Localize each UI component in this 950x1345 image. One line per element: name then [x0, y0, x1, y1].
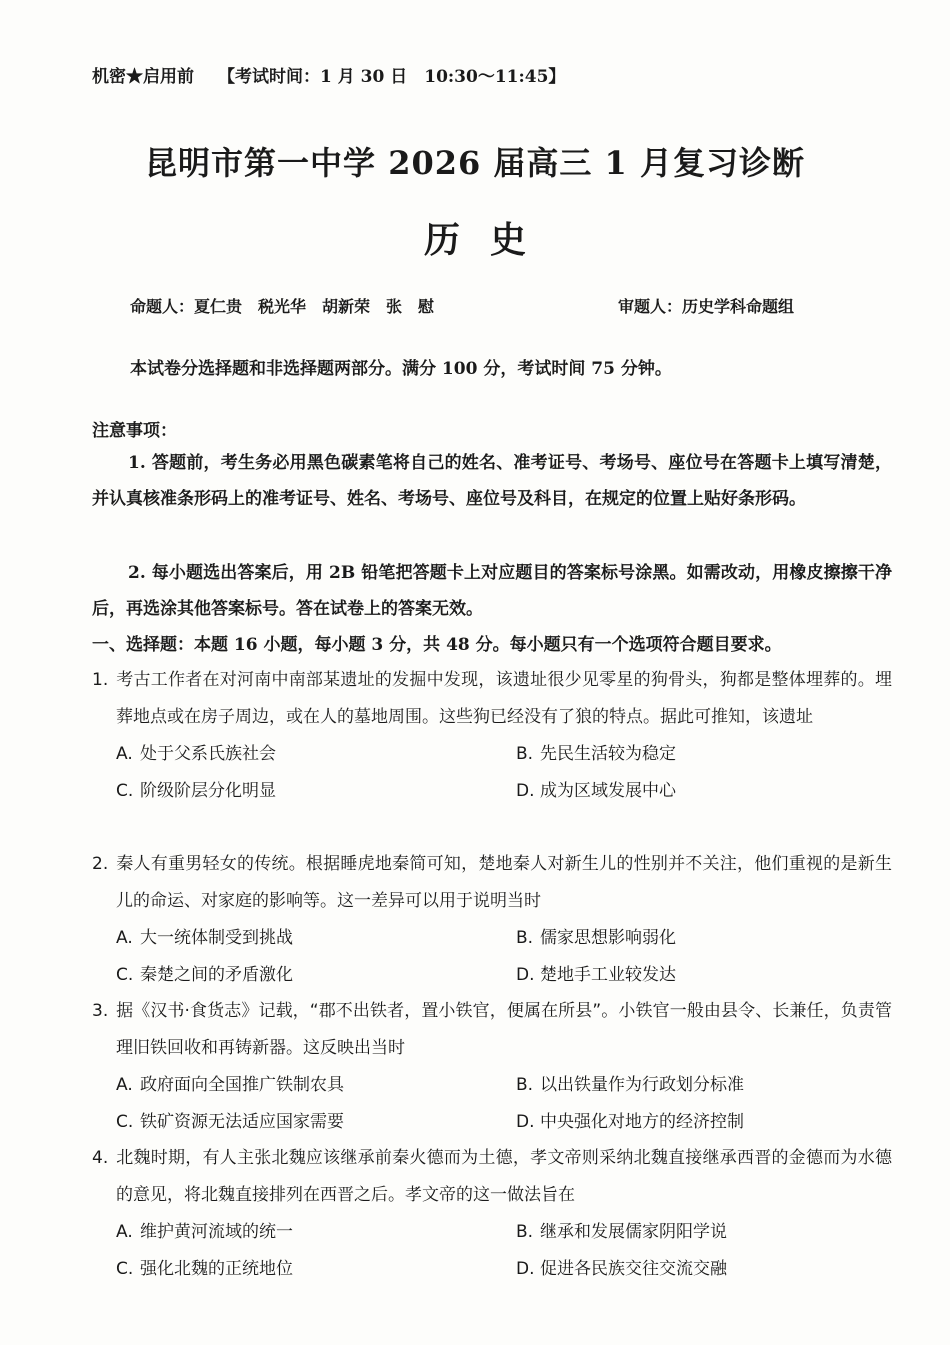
option-a	[116, 1067, 344, 1104]
options	[92, 920, 892, 994]
option-letter: A.	[116, 1075, 133, 1095]
option-text: 强化北魏的正统地位	[140, 1259, 293, 1279]
option-letter: C.	[116, 1112, 134, 1132]
question-number: 4.	[92, 1148, 109, 1168]
option-text: 继承和发展儒家阴阳学说	[540, 1222, 727, 1242]
option-letter: B.	[516, 928, 534, 948]
question-number: 3.	[92, 1001, 109, 1021]
option-b	[516, 920, 676, 957]
exam-time: 【考试时间：1 月 30 日 10:30～11:45】	[218, 67, 566, 87]
question-stem	[92, 846, 892, 920]
option-d	[516, 1104, 744, 1141]
question-4	[92, 1140, 892, 1288]
question-text: 秦人有重男轻女的传统。根据睡虎地秦简可知，楚地秦人对新生儿的性别并不关注，他们重视的是新生儿的命运、对家庭的影响等。这一差异可以用于说明当时	[116, 854, 892, 911]
option-letter: B.	[516, 744, 534, 764]
option-letter: C.	[116, 1259, 134, 1279]
option-b	[516, 1067, 744, 1104]
reviewer-line: 审题人：历史学科命题组	[618, 297, 795, 316]
option-letter: D.	[516, 1112, 535, 1132]
option-text: 中央强化对地方的经济控制	[540, 1112, 744, 1132]
option-b	[516, 1214, 727, 1251]
option-text: 政府面向全国推广铁制农具	[140, 1075, 344, 1095]
options	[92, 1214, 892, 1288]
option-d	[516, 773, 676, 810]
option-text: 促进各民族交往交流交融	[540, 1259, 727, 1279]
question-1	[92, 662, 892, 810]
option-text: 楚地手工业较发达	[540, 965, 676, 985]
option-b	[516, 736, 676, 773]
exam-intro: 本试卷分选择题和非选择题两部分。满分 100 分，考试时间 75 分钟。	[130, 359, 672, 379]
option-d	[516, 1251, 727, 1288]
question-stem	[92, 993, 892, 1067]
option-c	[116, 773, 276, 810]
option-text: 铁矿资源无法适应国家需要	[140, 1112, 344, 1132]
option-a	[116, 920, 293, 957]
options	[92, 1067, 892, 1141]
option-text: 儒家思想影响弱化	[540, 928, 676, 948]
section-heading: 一、选择题：本题 16 小题，每小题 3 分，共 48 分。每小题只有一个选项符合题目要求。	[92, 635, 782, 655]
confidential-label: 机密★启用前	[92, 67, 194, 87]
notice-item: 1. 答题前，考生务必用黑色碳素笔将自己的姓名、准考证号、考场号、座位号在答题卡上填写清楚，并认真核准条形码上的准考证号、姓名、考场号、座位号及科目，在规定的位置上贴好条形码。	[92, 453, 892, 509]
question-2	[92, 846, 892, 994]
option-letter: C.	[116, 965, 134, 985]
option-letter: D.	[516, 965, 535, 985]
option-letter: A.	[116, 928, 133, 948]
authors-line: 命题人：夏仁贵 税光华 胡新荣 张 慰	[130, 297, 435, 316]
option-letter: B.	[516, 1075, 534, 1095]
subject-title: 历史	[423, 219, 556, 261]
option-c	[116, 957, 293, 994]
option-text: 处于父系氏族社会	[140, 744, 276, 764]
option-text: 以出铁量作为行政划分标准	[540, 1075, 744, 1095]
option-letter: B.	[516, 1222, 534, 1242]
option-letter: A.	[116, 1222, 133, 1242]
option-text: 成为区域发展中心	[540, 781, 676, 801]
option-letter: D.	[516, 781, 535, 801]
question-text: 据《汉书·食货志》记载，“郡不出铁者，置小铁官，便属在所县”。小铁官一般由县令、长兼任，负责管理旧铁回收和再铸新器。这反映出当时	[116, 1001, 892, 1058]
option-letter: C.	[116, 781, 134, 801]
option-text: 先民生活较为稳定	[540, 744, 676, 764]
notice-heading: 注意事项：	[92, 421, 177, 441]
header-line	[92, 62, 565, 87]
question-stem	[92, 662, 892, 736]
options	[92, 736, 892, 810]
question-text: 考古工作者在对河南中南部某遗址的发掘中发现，该遗址很少见零星的狗骨头，狗都是整体埋葬的。埋葬地点或在房子周边，或在人的墓地周围。这些狗已经没有了狼的特点。据此可推知，该遗址	[116, 670, 892, 727]
option-letter: A.	[116, 744, 133, 764]
question-3	[92, 993, 892, 1141]
option-a	[116, 1214, 293, 1251]
question-number: 1.	[92, 670, 109, 690]
option-c	[116, 1251, 293, 1288]
option-text: 维护黄河流域的统一	[140, 1222, 293, 1242]
option-a	[116, 736, 276, 773]
option-text: 大一统体制受到挑战	[140, 928, 293, 948]
option-text: 阶级阶层分化明显	[140, 781, 276, 801]
option-c	[116, 1104, 344, 1141]
notice-item: 2. 每小题选出答案后，用 2B 铅笔把答题卡上对应题目的答案标号涂黑。如需改动，用橡皮擦擦干净后，再选涂其他答案标号。答在试卷上的答案无效。	[92, 563, 892, 619]
option-d	[516, 957, 676, 994]
question-text: 北魏时期，有人主张北魏应该继承前秦火德而为土德，孝文帝则采纳北魏直接继承西晋的金德而为水德的意见，将北魏直接排列在西晋之后。孝文帝的这一做法旨在	[116, 1148, 892, 1205]
question-stem	[92, 1140, 892, 1214]
exam-title: 昆明市第一中学 2026 届高三 1 月复习诊断	[145, 144, 805, 182]
option-letter: D.	[516, 1259, 535, 1279]
question-number: 2.	[92, 854, 109, 874]
option-text: 秦楚之间的矛盾激化	[140, 965, 293, 985]
